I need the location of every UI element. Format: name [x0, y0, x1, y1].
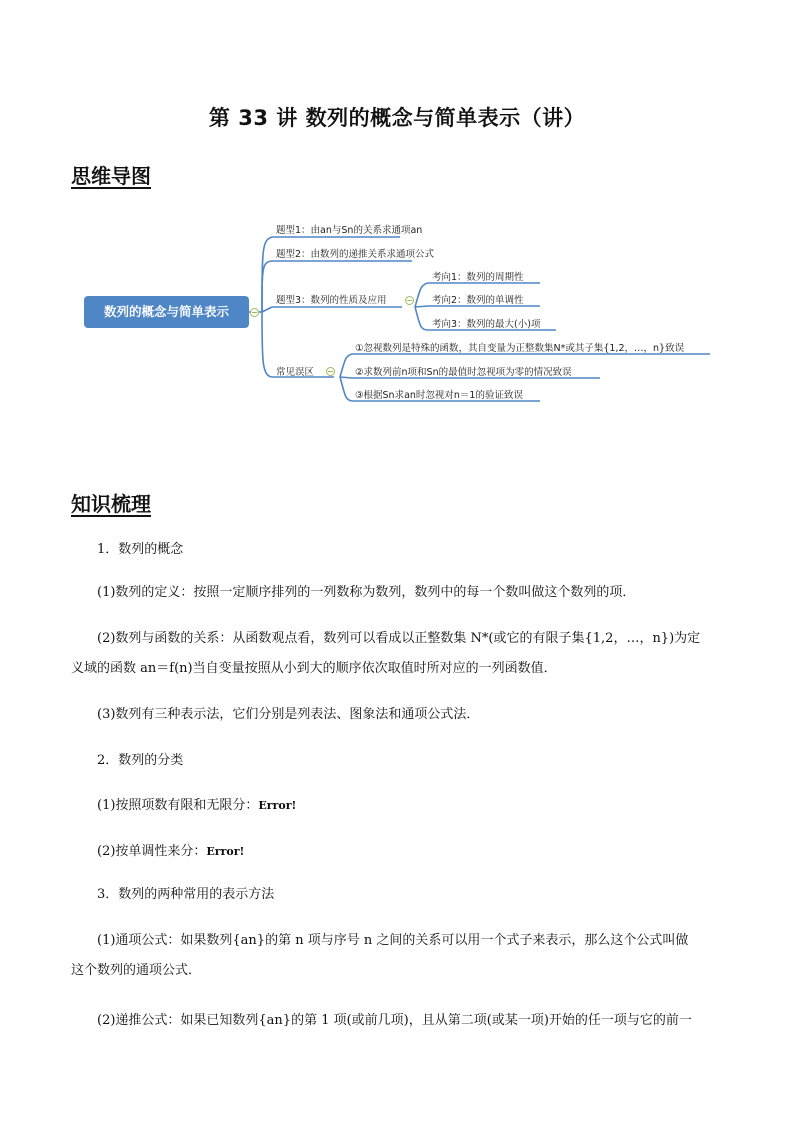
paragraph-general-term-cont: 这个数列的通项公式． — [71, 963, 202, 978]
mind-map-root: 数列的概念与简单表示 — [84, 296, 249, 328]
paragraph-general-term: (1)通项公式：如果数列{an}的第 n 项与序号 n 之间的关系可以用一个式子来表示，那么这个公式叫做 — [97, 933, 689, 948]
paragraph-classify-monotone — [71, 842, 747, 862]
mind-map-branch: 题型2：由数列的递推关系求通项公式 — [276, 249, 435, 260]
heading-3: 3．数列的两种常用的表示方法 — [97, 887, 275, 902]
paragraph-function-relation: (2)数列与函数的关系：从函数观点看，数列可以看成以正整数集 N*(或它的有限子集{1,2，…，n})为定 — [97, 631, 701, 646]
section-heading-mindmap: 思维导图 — [71, 164, 151, 188]
heading-2: 2．数列的分类 — [97, 753, 184, 768]
paragraph-function-relation-cont: 义域的函数 an＝f(n)当自变量按照从小到大的顺序依次取值时所对应的一列函数值． — [71, 661, 557, 676]
page-title: 第 33 讲 数列的概念与简单表示（讲） — [208, 106, 586, 130]
heading-1: 1．数列的概念 — [97, 542, 184, 557]
paragraph-definition: (1)数列的定义：按照一定顺序排列的一列数称为数列，数列中的每一个数叫做这个数列的项． — [97, 585, 636, 600]
paragraph-recursive: (2)递推公式：如果已知数列{an}的第 1 项(或前几项)，且从第二项(或某一项)开始的任一项与它的前一 — [97, 1013, 692, 1028]
paragraph-representations: (3)数列有三种表示法，它们分别是列表法、图象法和通项公式法． — [97, 707, 480, 722]
classify-monotone-label: (2)按单调性来分： — [97, 844, 207, 859]
paragraph-classify-count — [71, 796, 747, 816]
mind-map-connectors — [0, 0, 794, 420]
mind-map-subnode: 考向3：数列的最大(小)项 — [432, 319, 541, 330]
collapse-mistakes-icon[interactable] — [326, 367, 335, 376]
error-text: Error! — [206, 845, 245, 858]
mind-map-subnode: 考向2：数列的单调性 — [432, 295, 524, 306]
mind-map-branch: 题型1：由an与Sn的关系求通项an — [276, 225, 423, 236]
mind-map-branch: 常见误区 — [276, 367, 315, 378]
mind-map-subnode: ③根据Sn求an时忽视对n＝1的验证致误 — [355, 390, 523, 401]
mind-map-subnode: ①忽视数列是特殊的函数，其自变量为正整数集N*或其子集{1,2，…，n}致误 — [355, 343, 685, 354]
section-heading-knowledge: 知识梳理 — [71, 492, 151, 516]
collapse-type3-icon[interactable] — [405, 296, 414, 305]
mind-map-subnode: 考向1：数列的周期性 — [432, 272, 524, 283]
classify-count-label: (1)按照项数有限和无限分： — [97, 798, 259, 813]
mind-map-branch: 题型3：数列的性质及应用 — [276, 295, 387, 306]
collapse-root-icon[interactable] — [250, 308, 259, 317]
mind-map-subnode: ②求数列前n项和Sn的最值时忽视项为零的情况致误 — [355, 367, 572, 378]
error-text: Error! — [258, 799, 297, 812]
